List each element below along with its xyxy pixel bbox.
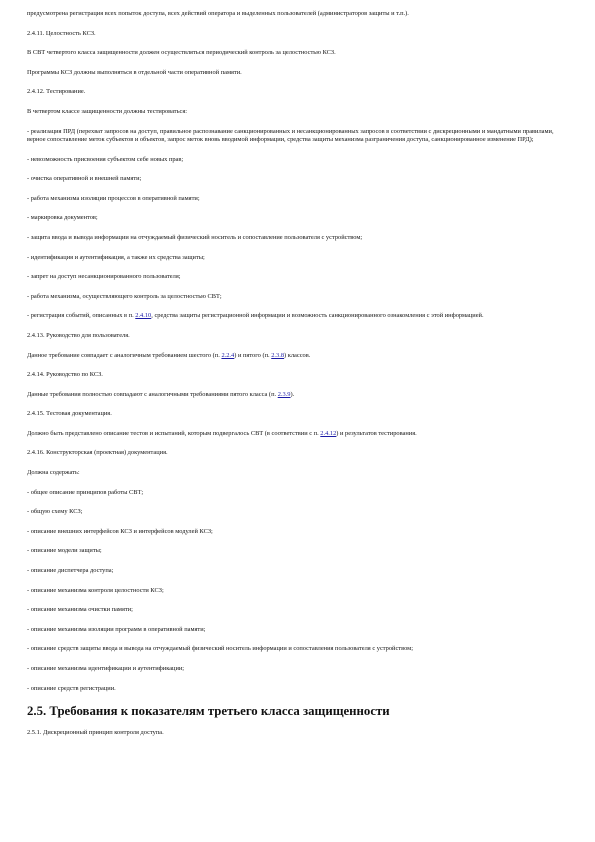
section-reference-link[interactable]: 2.2.4 <box>221 351 235 359</box>
paragraph: - невозможность присвоения субъектом себе новых прав; <box>27 155 184 163</box>
paragraph-text: Должно быть представлено описание тестов и испытаний, которым подвергалось СВТ (в соответствии с п. <box>27 429 321 437</box>
document-page <box>27 10 572 749</box>
paragraph: 2.4.15. Тестовая документация. <box>27 410 112 418</box>
paragraph: предусмотрена регистрация всех попыток доступа, всех действий оператора и выделенных пользователей (администраторов защиты и т.п.). <box>27 10 409 17</box>
paragraph-text: , средства защиты регистрационной информации и возможность санкционированного ознакомления с этой информацией. <box>151 312 484 320</box>
paragraph: В СВТ четвертого класса защищенности должен осуществляться периодический контроль за целостностью КСЗ. <box>27 49 336 57</box>
paragraph: 2.4.12. Тестирование. <box>27 88 86 96</box>
section-reference-link[interactable]: 2.4.12 <box>320 429 337 437</box>
section-reference-link[interactable]: 2.3.8 <box>271 351 285 359</box>
paragraph: 2.4.13. Руководство для пользователя. <box>27 331 130 339</box>
paragraph: - защита ввода и вывода информации на отчуждаемый физический носитель и сопоставление пользователя с устройством; <box>27 233 363 241</box>
paragraph: - работа механизма изоляции процессов в оперативной памяти; <box>27 194 200 202</box>
paragraph: - реализация ПРД (перехват запросов на доступ, правильное распознавание санкционированных и несанкционированных запросов в соответствии с дискреционными и мандатными правилами, верное сопоставление меток субъектов и объектов, запрос меток вновь вводимой информации, средства защиты механизма разграничения доступа, санкционированное изменение ПРД); <box>27 127 554 143</box>
paragraph: - общее описание принципов работы СВТ; <box>27 488 144 496</box>
paragraph <box>27 430 572 438</box>
paragraph-text: - регистрация событий, описанных в п. <box>27 312 136 320</box>
paragraph: - запрет на доступ несанкционированного пользователя; <box>27 273 181 281</box>
paragraph: - описание диспетчера доступа; <box>27 567 114 575</box>
paragraph: 2.4.14. Руководство по КСЗ. <box>27 371 103 379</box>
paragraph: Должна содержать: <box>27 469 80 477</box>
paragraph: - маркировка документов; <box>27 214 98 222</box>
paragraph-text: Данные требования полностью совпадают с аналогичными требованиями пятого класса (п. <box>27 390 278 398</box>
paragraph: В четвертом классе защищенности должны тестироваться: <box>27 107 188 115</box>
paragraph: 2.5.1. Дискреционный принцип контроля доступа. <box>27 729 164 737</box>
paragraph-text: ) и пятого (п. <box>234 351 272 359</box>
paragraph: - описание средств регистрации. <box>27 684 116 692</box>
paragraph-text: ) классов. <box>284 351 311 359</box>
paragraph: Программы КСЗ должны выполняться в отдельной части оперативной памяти. <box>27 68 242 76</box>
section-reference-link[interactable]: 2.3.9 <box>277 390 291 398</box>
paragraph: - идентификация и аутентификация, а также их средства защиты; <box>27 253 205 261</box>
paragraph: - описание внешних интерфейсов КСЗ и интерфейсов модулей КСЗ; <box>27 527 213 535</box>
paragraph: - описание модели защиты; <box>27 547 102 555</box>
paragraph <box>27 312 572 320</box>
paragraph: - описание механизма изоляции программ в оперативной памяти; <box>27 625 206 633</box>
paragraph: 2.4.11. Целостность КСЗ. <box>27 29 96 37</box>
paragraph: - описание механизма контроля целостности КСЗ; <box>27 586 164 594</box>
paragraph: - очистка оперативной и внешней памяти; <box>27 175 142 183</box>
paragraph: - общую схему КСЗ; <box>27 508 83 516</box>
paragraph: - описание механизма очистки памяти; <box>27 606 133 614</box>
paragraph: - описание механизма идентификации и аутентификации; <box>27 665 185 672</box>
section-heading: 2.5. Требования к показателям третьего класса защищенности <box>27 704 390 719</box>
paragraph-text: ) и результатов тестирования. <box>336 429 417 437</box>
paragraph <box>27 352 572 360</box>
paragraph: 2.4.16. Конструкторская (проектная) документация. <box>27 449 168 457</box>
paragraph-text: Данное требование совпадает с аналогичным требованием шестого (п. <box>27 351 222 359</box>
section-reference-link[interactable]: 2.4.10 <box>135 312 152 320</box>
paragraph: - работа механизма, осуществляющего контроль за целостностью СВТ; <box>27 292 222 300</box>
paragraph <box>27 391 572 399</box>
paragraph-text: ). <box>290 390 295 398</box>
paragraph: - описание средств защиты ввода и вывода на отчуждаемый физический носитель информации и сопоставления пользователя с устройством; <box>27 645 413 653</box>
